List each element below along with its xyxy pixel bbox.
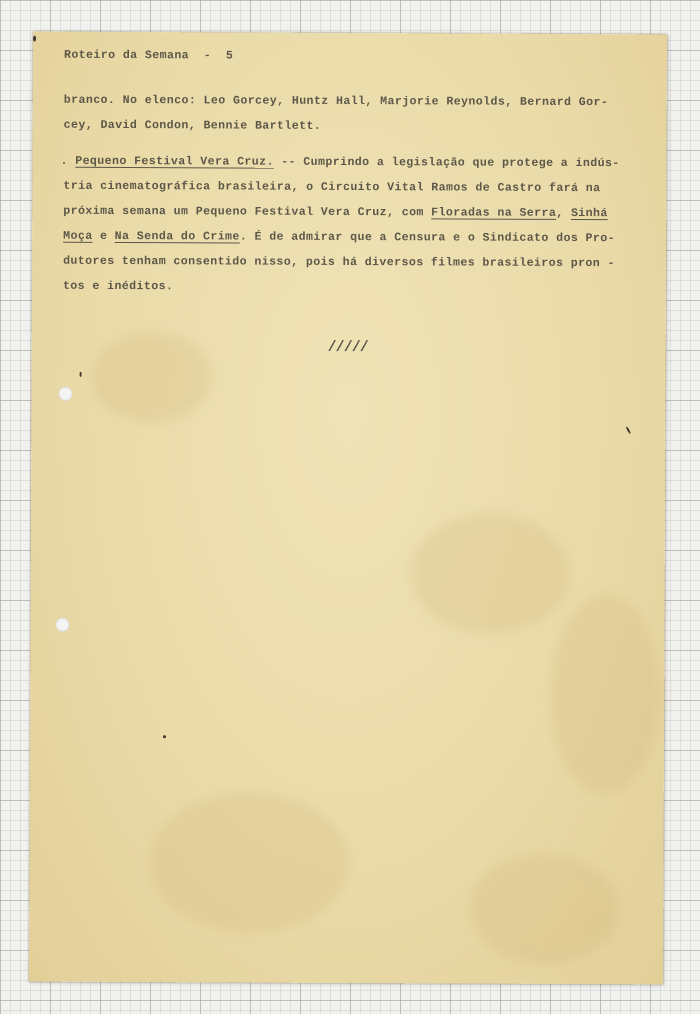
paper-stain	[469, 854, 619, 965]
section-heading: Pequeno Festival Vera Cruz.	[75, 154, 274, 169]
page-header	[64, 50, 233, 62]
ink-speck	[33, 36, 36, 42]
text-line	[60, 156, 619, 170]
document-page	[29, 32, 667, 985]
film-title-sinha-part2: Moça	[63, 229, 93, 243]
film-title-sinha-part1: Sinhá	[570, 206, 608, 221]
film-title-senda: Na Senda do Crime	[114, 229, 240, 244]
text-line	[63, 231, 615, 245]
page-number: 5	[225, 49, 234, 63]
text-span: . É de admirar que a Censura e o Sindicato dos Pro-	[239, 230, 616, 246]
text-line: cey, David Condon, Bennie Bartlett.	[63, 118, 322, 133]
paper-stain	[410, 513, 571, 634]
film-title-floradas: Floradas na Serra	[431, 206, 557, 220]
bullet: .	[60, 154, 68, 168]
header-title: Roteiro da Semana	[63, 48, 190, 63]
end-mark: /////	[327, 338, 368, 357]
text-span: e	[92, 229, 115, 243]
paper-stain	[149, 792, 350, 933]
text-span: -- Cumprindo a legislação que protege a indús-	[273, 155, 620, 171]
text-span: próxima semana um Pequeno Festival Vera Cruz, com	[63, 204, 432, 220]
paper-stain	[550, 594, 661, 794]
header-dash: -	[203, 49, 212, 63]
text-line: branco. No elenco: Leo Gorcey, Huntz Hall, Marjorie Reynolds, Bernard Gor-	[63, 93, 609, 110]
punch-hole	[55, 618, 69, 632]
punch-hole	[58, 387, 72, 401]
ink-speck	[625, 426, 631, 434]
text-line: tos e inéditos.	[62, 279, 174, 294]
text-line: tria cinematográfica brasileira, o Circuito Vital Ramos de Castro fará na	[63, 179, 601, 196]
text-line: dutores tenham consentido nisso, pois há diversos filmes brasileiros pron -	[63, 254, 615, 271]
text-line	[63, 206, 608, 220]
ink-speck	[163, 735, 166, 738]
ink-speck	[80, 372, 82, 377]
paper-stain	[91, 332, 211, 423]
text-span: ,	[556, 206, 564, 220]
